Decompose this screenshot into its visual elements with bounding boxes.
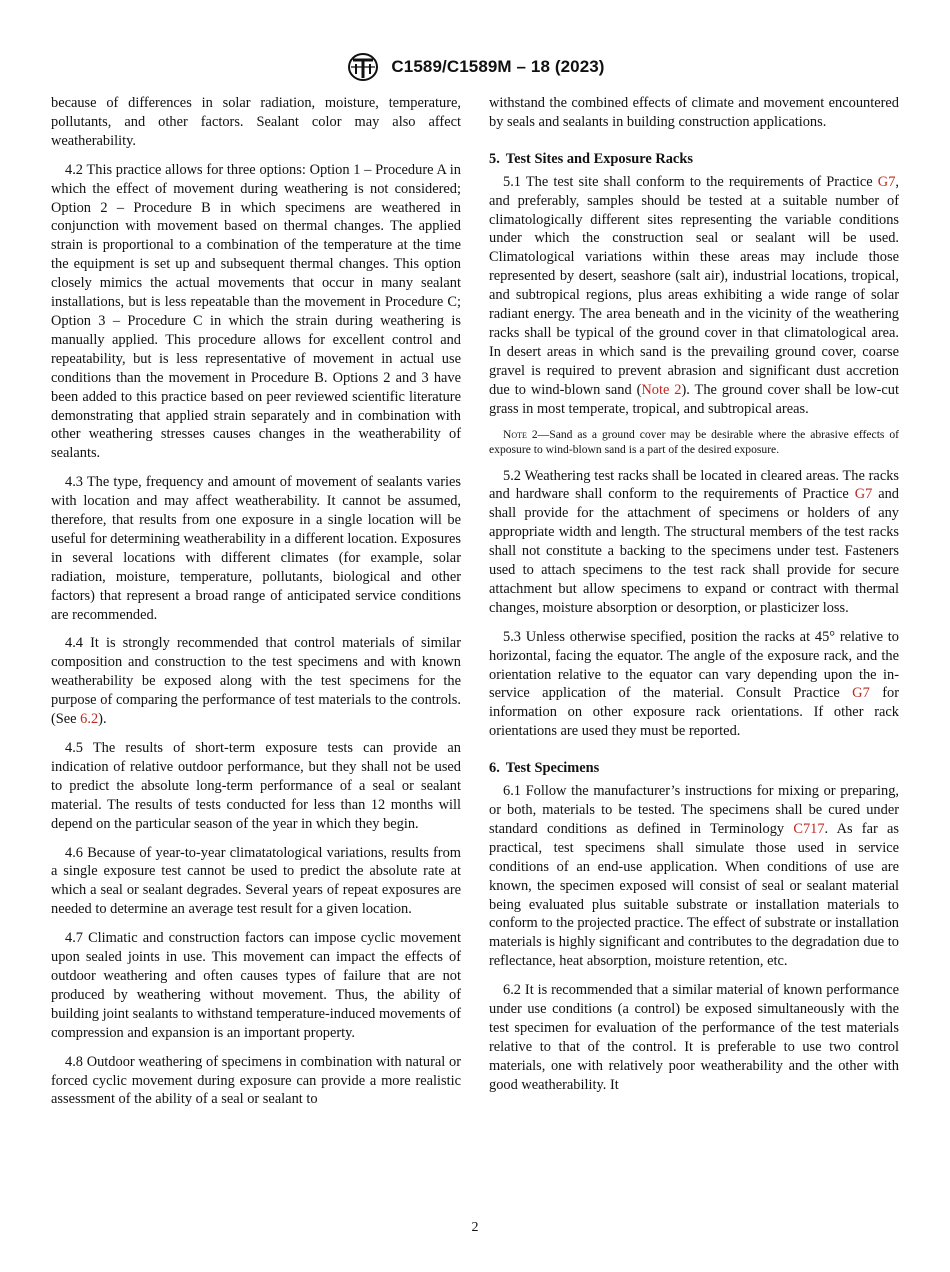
paragraph-5-2 — [489, 467, 899, 618]
standard-designation: C1589/C1589M – 18 (2023) — [391, 57, 605, 76]
paragraph-4-4 — [51, 634, 461, 729]
left-column — [51, 94, 461, 1119]
link-practice-g7-2[interactable]: G7 — [854, 486, 873, 503]
paragraph-5-3-text-a: 5.3 Unless otherwise specified, position the racks at 45° relative to horizontal, facing the equator. The angle of the exposure rack, and the orientation relative to the equator can vary depending upon the in-service application of the material. Consult Practice — [489, 628, 899, 702]
paragraph-continued-right: withstand the combined effects of climate and movement encountered by seals and sealants in building construction applications. — [489, 95, 899, 130]
paragraph-4-4-text-a: 4.4 It is strongly recommended that control materials of similar composition and construction to the test specimens and with known weatherability be exposed along with the test specimens for the purpose of comparing the performance of test materials to the controls. (See — [51, 635, 461, 728]
section-6-number: 6. — [489, 760, 500, 777]
link-practice-g7[interactable]: G7 — [877, 173, 896, 190]
paragraph-5-1-text-a: 5.1 The test site shall conform to the requirements of Practice — [503, 173, 878, 190]
paragraph-5-3-text-b: for information on other exposure rack orientations. If other rack orientations are used they must be reported. — [489, 685, 899, 740]
paragraph-5-1-text-c: ). The ground cover shall be low-cut grass in most temperate, tropical, and subtropical areas. — [489, 381, 899, 417]
note-2-label: Note — [503, 427, 527, 441]
paragraph-4-6: 4.6 Because of year-to-year climatatological variations, results from a single exposure test cannot be used to predict the absolute rate at which a seal or sealant degrades. Several years of repeat exposures are needed to determine an average test result for a given location. — [51, 844, 461, 918]
paragraph-4-8: 4.8 Outdoor weathering of specimens in combination with natural or forced cyclic movement during exposure can provide a more realistic assessment of the ability of a seal or sealant to — [51, 1053, 461, 1108]
paragraph-4-3: 4.3 The type, frequency and amount of movement of sealants varies with location and may affect weatherability. It cannot be assumed, therefore, that results from one exposure in a single location will be useful for determining weatherability in a different location. Exposures in several locations with different climates (for example, solar radiation, moisture, temperature, pollutants, biological and other factors) that represent a broad range of anticipated service conditions are recommended. — [51, 474, 461, 623]
paragraph-6-1-text-a: 6.1 Follow the manufacturer’s instructions for mixing or preparing, or both, materials to be tested. The specimens shall be cured under standard conditions as defined in Terminology — [489, 783, 899, 837]
page-header — [0, 52, 950, 86]
paragraph-4-7: 4.7 Climatic and construction factors can impose cyclic movement upon sealed joints in use. This movement can impact the effects of outdoor weathering and often causes types of failure that are not produced by weathering without movement. Thus, the ability of building joint sealants to withstand temperature-induced movements of compression and expansion is an important property. — [51, 930, 461, 1041]
section-6-title: Test Specimens — [505, 760, 600, 777]
link-note-2[interactable]: Note 2 — [641, 381, 682, 398]
paragraph-6-1 — [489, 782, 899, 971]
paragraph-4-5: 4.5 The results of short-term exposure tests can provide an indication of relative outdoor performance, but they shall not be used to predict the absolute long-term performance of a seal or sealant material. The results of tests conducted for less than 12 months will depend on the particular season of the year in which they begin. — [51, 740, 461, 832]
paragraph-continued: because of differences in solar radiation, moisture, temperature, pollutants, and other factors. Sealant color may also affect weatherability. — [51, 95, 461, 149]
paragraph-6-2: 6.2 It is recommended that a similar material of known performance under use conditions (a control) be exposed simultaneously with the test specimen for evaluation of the performance of the test materials relative to that of the control. It is preferable to use two control materials, one with relatively poor weatherability and the other with good weatherability. It — [489, 982, 899, 1093]
link-section-6-2[interactable]: 6.2 — [80, 711, 99, 728]
paragraph-5-1-text-b: , and preferably, samples should be tested at a suitable number of climatologically different sites representing the variable conditions under which the construction seal or sealant will be used. Climatological variations within these areas may include those represented by desert, seashore (salt air), industrial locations, tropical, and subtropical regions, plus areas exhibiting a wide range of solar radiant energy. The area beneath and in the vicinity of the weathering racks shall be typical of the ground cover in that climatological area. In desert areas in which sand is the prevailing ground cover, coarse gravel is required to prevent abrasion and significant dust accretion due to wind-blown sand ( — [489, 173, 899, 398]
section-5-title: Test Sites and Exposure Racks — [505, 150, 693, 167]
link-terminology-c717[interactable]: C717 — [793, 820, 825, 837]
note-2 — [489, 427, 899, 457]
paragraph-6-1-text-b: . As far as practical, test specimens shall simulate those used in service conditions of an end-use application. When conditions of use are known, the specimen exposed will consist of seal or sealant material being evaluated plus suitable substrate or installation materials to conform to the projected practice. The effect of substrate or installation materials is highly significant and contributes to the degradation due to reflectance, heat absorption, moisture retention, etc. — [489, 820, 899, 970]
paragraph-4-2: 4.2 This practice allows for three options: Option 1 – Procedure A in which the effect of movement during weathering is not considered; Option 2 – Procedure B in which specimens are weathered in conjunction with movement based on thermal changes. The applied strain is proportional to a combination of the temperature at the time the equipment is set up and subsequent thermal changes. This option closely mimics the actual movements that occur in many sealant installations, but is less repeatable than the movement in Procedure C; Option 3 – Procedure C in which the strain during weathering is manually applied. This procedure allows for excellent control and repeatability, but is less representative of movement in actual use conditions than the movement in Procedure B. Options 2 and 3 have been added to this practice based on peer reviewed scientific literature demonstrating that applied strain separately and in combination with other weathering stresses causes changes in the weatherability of sealants. — [51, 161, 461, 462]
astm-logo-icon — [345, 52, 381, 82]
right-column — [489, 94, 899, 1105]
paragraph-5-2-text-a: 5.2 Weathering test racks shall be located in cleared areas. The racks and hardware shall conform to the requirements of Practice — [489, 467, 899, 503]
link-practice-g7-3[interactable]: G7 — [852, 685, 870, 702]
section-5-number: 5. — [489, 150, 500, 167]
section-heading-5 — [489, 150, 899, 169]
paragraph-5-2-text-b: and shall provide for the attachment of specimens or holders of any appropriate width and length. The structural members of the test racks shall not constitute a backing to the specimens under test. Fasteners used to attach specimens to the test rack shall provide for secure attachment but allow specimens to expand or contract with thermal changes, moisture absorption or desorption, or plasticizer loss. — [489, 486, 899, 616]
paragraph-5-1 — [489, 173, 899, 419]
note-2-text: 2—Sand as a ground cover may be desirable where the abrasive effects of exposure to wind-blown sand is a part of the desired exposure. — [489, 427, 899, 456]
page-number: 2 — [471, 1220, 479, 1235]
paragraph-5-3 — [489, 628, 899, 741]
section-heading-6 — [489, 759, 899, 778]
paragraph-4-4-text-b: ). — [98, 711, 107, 728]
